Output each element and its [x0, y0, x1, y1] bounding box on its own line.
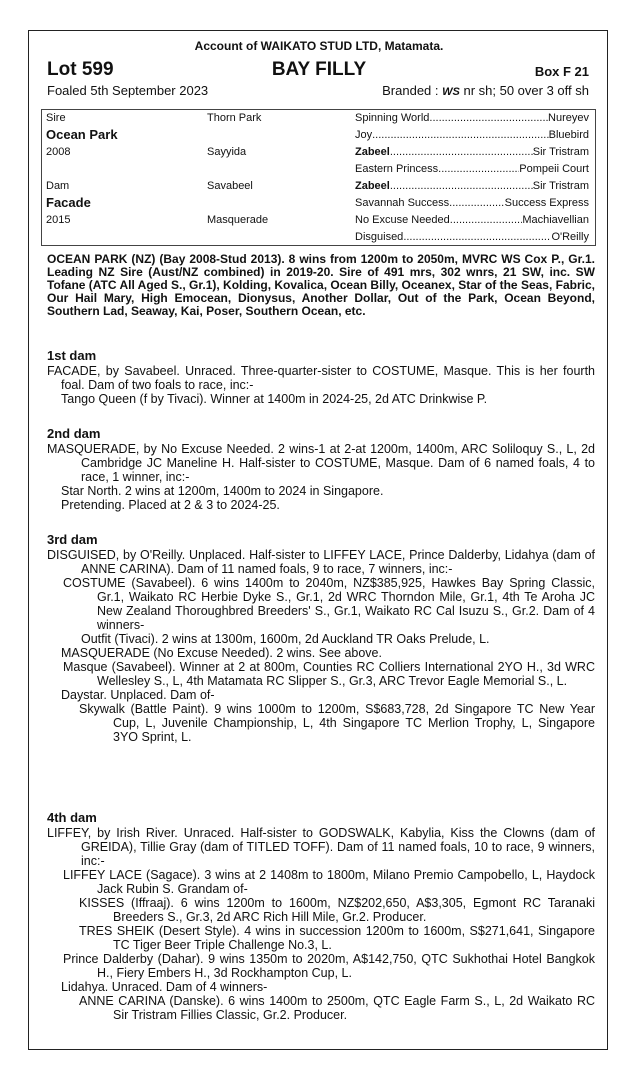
lot-number: Lot 599: [47, 59, 114, 80]
gen3-row: Zabeel ..... Sir Tristram: [355, 146, 589, 158]
progeny-entry: MASQUERADE (No Excuse Needed). 2 wins. See above.: [61, 646, 382, 660]
progeny-entry: ANNE CARINA (Danske). 6 wins 1400m to 2500m, QTC Eagle Farm S., L, 2d Waikato RC Sir Tristram Fillies Classic, Gr.2. Producer.: [79, 994, 595, 1022]
section-heading: 4th dam: [47, 810, 97, 825]
sire-name: Ocean Park: [46, 127, 118, 142]
progeny-entry: LIFFEY LACE (Sagace). 3 wins at 2 1408m to 1800m, Milano Premio Campobello, L, Haydock Jack Rubin S. Grandam of-: [63, 868, 595, 896]
progeny-entry: Daystar. Unplaced. Dam of-: [61, 688, 215, 702]
section-heading: 1st dam: [47, 348, 97, 363]
foaled-date: Foaled 5th September 2023: [47, 83, 209, 98]
dam-dam: Masquerade: [207, 214, 269, 226]
second-dam-section: [47, 427, 595, 512]
brand-mark: WS: [442, 86, 460, 98]
progeny-entry: Masque (Savabeel). Winner at 2 at 800m, Counties RC Colliers International 2YO H., 3d WRC Wellesley S., L, 4th Matamata RC Slipper S., Gr.3, ARC Trevor Eagle Memorial S., L.: [63, 660, 595, 688]
progeny-entry: Pretending. Placed at 2 & 3 to 2024-25.: [61, 498, 280, 512]
gen3-row: Spinning World ..... Nureyev: [355, 112, 589, 124]
dam-paragraph: FACADE, by Savabeel. Unraced. Three-quarter-sister to COSTUME, Masque. This is her fourth foal. Dam of two foals to race, inc:-: [47, 364, 595, 392]
dam-paragraph: MASQUERADE, by No Excuse Needed. 2 wins-1 at 2-at 1200m, 1400m, ARC Soliloquy S., L, 2d Cambridge JC Maneline H. Half-sister to COSTUME, Masque. Dam of 6 named foals, 4 to race, 1 winner, inc:-: [47, 442, 595, 484]
gen3-row: Joy ..... Bluebird: [355, 129, 589, 141]
gen3-row: Zabeel ..... Sir Tristram: [355, 180, 589, 192]
progeny-entry: COSTUME (Savabeel). 6 wins 1400m to 2040m, NZ$385,925, Hawkes Bay Spring Classic, Gr.1, Waikato RC Herbie Dyke S., Gr.1, 2d WRC Thorndon Mile, Gr.1, 4th Te Aroha JC New Zealand Thoroughbred Breeders' S., Gr.1, Waikato RC Cal Isuzu S., Gr.2. Dam of 4 winners-: [63, 576, 595, 632]
gen3-row: Disguised ..... O'Reilly: [355, 231, 589, 243]
fourth-dam-section: [47, 811, 595, 1022]
progeny-entry: Prince Dalderby (Dahar). 9 wins 1350m to 2020m, A$142,750, QTC Sukhothai Hotel Bangkok H., Fiery Embers H., 3d Rockhampton Cup, L.: [63, 952, 595, 980]
section-heading: 3rd dam: [47, 532, 98, 547]
dam-paragraph: DISGUISED, by O'Reilly. Unplaced. Half-sister to LIFFEY LACE, Prince Dalderby, Lidahya (dam of ANNE CARINA). Dam of 11 named foals, 9 to race, 7 winners, inc:-: [47, 548, 595, 576]
dam-year: 2015: [46, 214, 71, 226]
first-dam-section: [47, 349, 595, 406]
dam-sire: Savabeel: [207, 180, 253, 192]
pedigree-table: [41, 109, 596, 246]
progeny-entry: Star North. 2 wins at 1200m, 1400m to 2024 in Singapore.: [61, 484, 384, 498]
dam-paragraph: LIFFEY, by Irish River. Unraced. Half-sister to GODSWALK, Kabylia, Kiss the Clowns (dam of GREIDA), Tillie Gray (dam of TITLED TOFF). Dam of 11 named foals, 10 to race, 9 winners, inc:-: [47, 826, 595, 868]
horse-title: BAY FILLY: [271, 59, 367, 80]
sire-sire: Thorn Park: [207, 112, 262, 124]
progeny-entry: Tango Queen (f by Tivaci). Winner at 1400m in 2024-25, 2d ATC Drinkwise P.: [61, 392, 488, 406]
progeny-entry: TRES SHEIK (Desert Style). 4 wins in succession 1200m to 1600m, S$271,641, Singapore TC Tiger Beer Triple Challenge No.3, L.: [79, 924, 595, 952]
branded-info: Branded : WS nr sh; 50 over 3 off sh: [382, 83, 589, 98]
section-heading: 2nd dam: [47, 426, 101, 441]
progeny-entry: Outfit (Tivaci). 2 wins at 1300m, 1600m, 2d Auckland TR Oaks Prelude, L.: [81, 632, 490, 646]
gen3-row: Savannah Success ..... Success Express: [355, 197, 589, 209]
sire-label: Sire: [46, 112, 66, 124]
consignor: Account of WAIKATO STUD LTD, Matamata.: [194, 39, 444, 53]
box-number: Box F 21: [534, 64, 589, 79]
progeny-entry: Lidahya. Unraced. Dam of 4 winners-: [61, 980, 268, 994]
progeny-entry: KISSES (Iffraaj). 6 wins 1200m to 1600m, NZ$202,650, A$3,305, Egmont RC Taranaki Breeders S., Gr.3, 2d ARC Rich Hill Mile, Gr.2. Producer.: [79, 896, 595, 924]
gen3-row: No Excuse Needed ..... Machiavellian: [355, 214, 589, 226]
sire-year: 2008: [46, 146, 71, 158]
sire-dam: Sayyida: [207, 146, 247, 158]
dam-name: Facade: [46, 195, 91, 210]
sire-summary: OCEAN PARK (NZ) (Bay 2008-Stud 2013). 8 wins from 1200m to 2050m, MVRC WS Cox P., Gr.1. Leading NZ Sire (Aust/NZ combined) in 2019-20. Sire of 491 mrs, 302 wnrs, 21 SW, inc. SW Tofane (ATC All Aged S., Gr.1), Kolding, Kovalica, Ocean Billy, Oceanex, Star of the Seas, Fabric, Our Hail Mary, High Emocean, Dionysus, Another Dollar, Out of the Park, Ocean Beyond, Southern Lad, Seaway, Kai, Poser, Southern Ocean, etc.: [47, 252, 595, 318]
progeny-entry: Skywalk (Battle Paint). 9 wins 1000m to 1200m, S$683,728, 2d Singapore TC New Year Cup, L, Juvenile Championship, L, 4th Singapore TC Merlion Trophy, L, Singapore 3YO Sprint, L.: [79, 702, 595, 744]
catalogue-frame: [28, 30, 608, 1050]
gen3-row: Eastern Princess ..... Pompeii Court: [355, 163, 589, 175]
dam-label: Dam: [46, 180, 70, 192]
third-dam-section: [47, 533, 595, 744]
